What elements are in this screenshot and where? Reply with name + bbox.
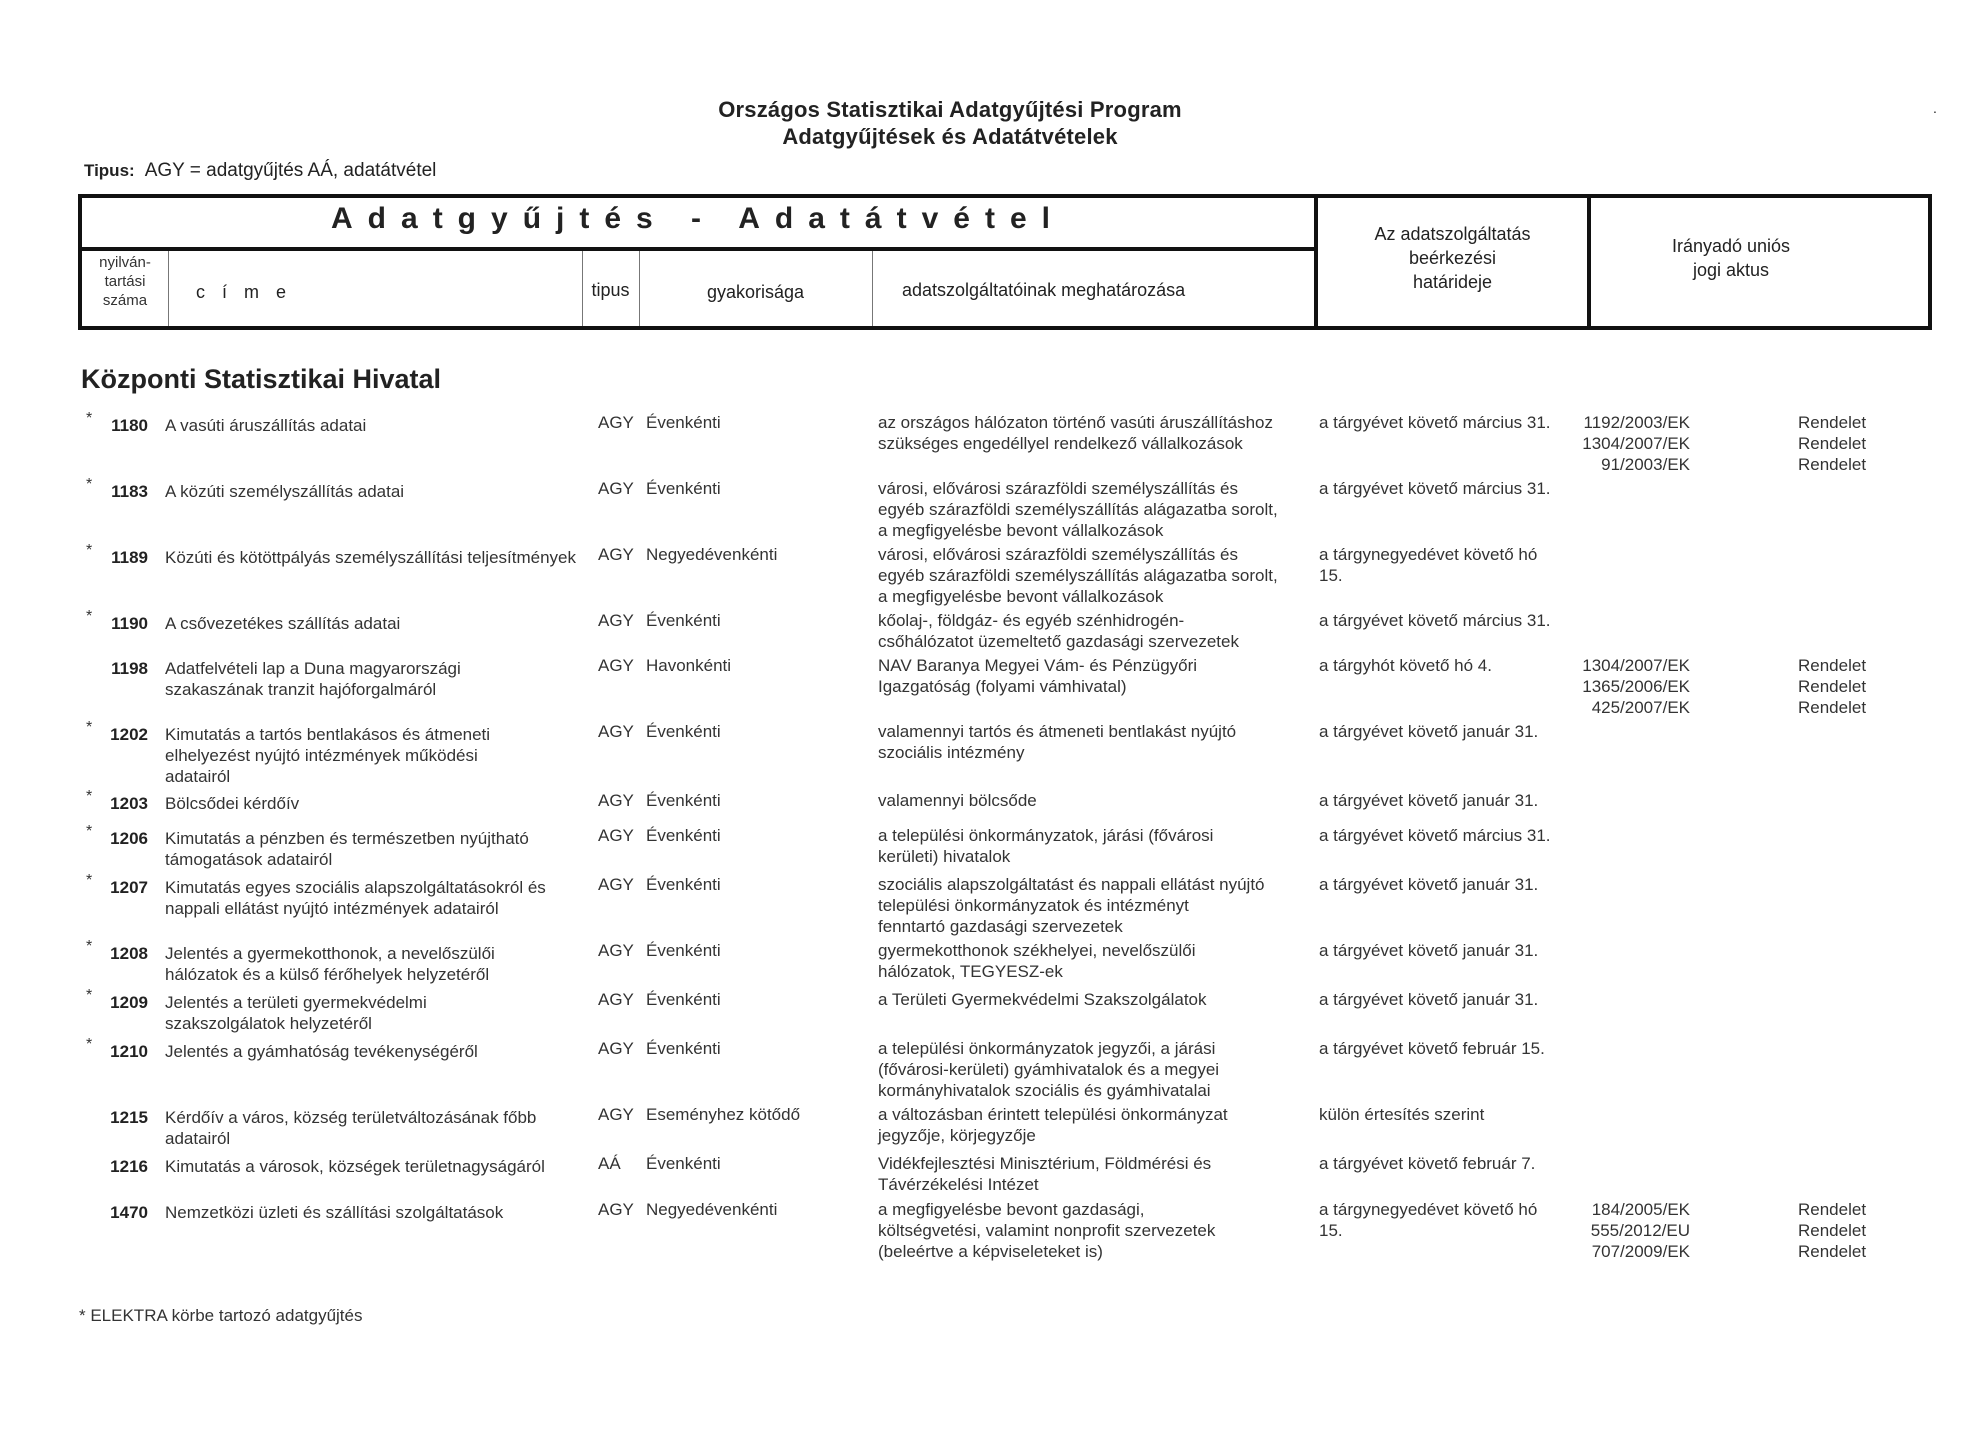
survey-title-line: A vasúti áruszállítás adatai	[165, 416, 367, 435]
survey-title	[165, 658, 585, 700]
header-col-number-line: nyilván-	[99, 254, 151, 271]
data-providers	[878, 1153, 1318, 1195]
survey-title	[165, 613, 585, 634]
submission-deadline	[1319, 989, 1574, 1010]
survey-type: AGY	[598, 656, 634, 675]
header-col-deadline-line: beérkezési	[1408, 248, 1497, 268]
survey-type: AGY	[598, 791, 634, 810]
registration-number: 1215	[110, 1108, 148, 1127]
data-providers-line: Igazgatóság (folyami vámhivatal)	[878, 677, 1127, 696]
type-legend	[84, 160, 436, 182]
submission-deadline	[1319, 874, 1574, 895]
table-row	[0, 1104, 1962, 1148]
survey-type: AGY	[598, 413, 634, 432]
submission-deadline-line: a tárgyévet követő február 15.	[1319, 1039, 1545, 1058]
data-providers-line: a települési önkormányzatok, járási (fővárosi	[878, 826, 1214, 845]
data-providers-line: jegyzője, körjegyzője	[878, 1126, 1036, 1145]
registration-number: 1208	[110, 944, 148, 963]
registration-number: 1190	[111, 614, 148, 633]
submission-deadline	[1319, 412, 1574, 433]
survey-type: AÁ	[598, 1154, 621, 1173]
data-providers-line: városi, elővárosi szárazföldi személyszállítás és	[878, 545, 1238, 564]
table-row	[0, 788, 1962, 813]
eu-legal-act: 1192/2003/EK	[1583, 413, 1690, 432]
survey-title	[165, 1041, 585, 1062]
survey-title	[165, 547, 585, 568]
survey-title	[165, 1202, 585, 1223]
table-row	[0, 1199, 1962, 1261]
eu-legal-act: 1304/2007/EK	[1582, 656, 1690, 675]
table-row	[0, 410, 1962, 474]
registration-number: 1180	[111, 416, 148, 435]
submission-deadline-line: külön értesítés szerint	[1319, 1105, 1485, 1124]
survey-frequency: Évenkénti	[646, 1039, 721, 1058]
submission-deadline-line: a tárgyhót követő hó 4.	[1319, 656, 1492, 675]
eu-legal-act-types	[1798, 655, 1866, 718]
eu-legal-act: 707/2009/EK	[1591, 1242, 1690, 1261]
eu-legal-act-type: Rendelet	[1798, 1221, 1867, 1240]
survey-frequency: Évenkénti	[646, 1154, 721, 1173]
submission-deadline-line: a tárgyévet követő március 31.	[1319, 479, 1551, 498]
survey-type: AGY	[598, 479, 634, 498]
table-row	[0, 542, 1962, 606]
eu-legal-act-type: Rendelet	[1798, 434, 1867, 453]
eu-legal-act: 555/2012/EU	[1590, 1221, 1690, 1240]
data-providers	[878, 1038, 1318, 1101]
survey-frequency: Évenkénti	[646, 826, 721, 845]
table-row	[0, 823, 1962, 869]
elektra-marker: *	[86, 987, 93, 1004]
data-providers-line: fenntartó gazdasági szervezetek	[878, 917, 1123, 936]
registration-number: 1203	[110, 794, 148, 813]
data-providers-line: gyermekotthonok székhelyei, nevelőszülői	[878, 941, 1196, 960]
survey-title-line: nappali ellátást nyújtó intézmények adatairól	[165, 899, 499, 918]
elektra-marker: *	[86, 410, 93, 427]
survey-type: AGY	[598, 826, 634, 845]
data-providers	[878, 989, 1318, 1010]
data-providers	[878, 1104, 1318, 1146]
submission-deadline-line: a tárgyévet követő január 31.	[1319, 990, 1539, 1009]
eu-legal-acts	[1570, 655, 1690, 718]
data-providers-line: a változásban érintett települési önkormányzat	[878, 1105, 1228, 1124]
elektra-marker: *	[86, 542, 93, 559]
table-row	[0, 1036, 1962, 1100]
registration-number: 1206	[110, 829, 148, 848]
header-col-deadline-line: határideje	[1412, 272, 1493, 292]
submission-deadline	[1319, 655, 1574, 676]
submission-deadline-line: a tárgyévet követő január 31.	[1319, 722, 1539, 741]
header-col-frequency: gyakorisága	[706, 282, 805, 302]
survey-type: AGY	[598, 875, 634, 894]
survey-title-line: támogatások adatairól	[165, 850, 333, 869]
survey-type: AGY	[598, 545, 634, 564]
data-providers-line: (beleértve a képviseleteket is)	[878, 1242, 1103, 1261]
header-divider	[872, 251, 873, 326]
data-providers-line: kerületi) hivatalok	[878, 847, 1011, 866]
survey-frequency: Évenkénti	[646, 990, 721, 1009]
data-providers	[878, 478, 1318, 541]
survey-title	[165, 1156, 585, 1177]
header-divider	[82, 247, 1314, 251]
survey-title-line: Jelentés a gyámhatóság tevékenységéről	[165, 1042, 478, 1061]
elektra-marker: *	[86, 872, 93, 889]
submission-deadline	[1319, 825, 1574, 846]
submission-deadline-line: a tárgyévet követő január 31.	[1319, 875, 1539, 894]
survey-title-line: Kimutatás a pénzben és természetben nyújtható	[165, 829, 529, 848]
registration-number: 1202	[110, 725, 148, 744]
table-row	[0, 608, 1962, 651]
survey-frequency: Évenkénti	[646, 941, 721, 960]
submission-deadline	[1319, 1104, 1574, 1125]
data-providers-line: Távérzékelési Intézet	[878, 1175, 1039, 1194]
survey-title-line: adatairól	[165, 1129, 231, 1148]
table-row	[0, 655, 1962, 717]
survey-type: AGY	[598, 990, 634, 1009]
header-col-law-line: Irányadó uniós	[1671, 236, 1791, 256]
data-providers	[878, 412, 1318, 454]
data-providers-line: (fővárosi-kerületi) gyámhivatalok és a megyei	[878, 1060, 1220, 1079]
registration-number: 1207	[110, 878, 148, 897]
submission-deadline	[1319, 544, 1574, 586]
eu-legal-act-type: Rendelet	[1798, 1242, 1867, 1261]
survey-title-line: adatairól	[165, 767, 231, 786]
eu-legal-act-type: Rendelet	[1798, 656, 1867, 675]
eu-legal-act: 91/2003/EK	[1601, 455, 1690, 474]
header-divider	[168, 251, 169, 326]
header-col-number-line: tartási	[104, 273, 146, 290]
submission-deadline	[1319, 1199, 1574, 1241]
survey-title	[165, 877, 585, 919]
data-providers-line: Vidékfejlesztési Minisztérium, Földmérési és	[878, 1154, 1212, 1173]
data-providers-line: a megfigyelésbe bevont vállalkozások	[878, 521, 1164, 540]
submission-deadline-line: a tárgyévet követő március 31.	[1319, 611, 1551, 630]
table-row	[0, 938, 1962, 984]
header-col-number	[82, 253, 168, 310]
survey-title-line: Közúti és kötöttpályás személyszállítási teljesítmények	[165, 548, 577, 567]
survey-title	[165, 828, 585, 870]
submission-deadline-line: a tárgyévet követő február 7.	[1319, 1154, 1536, 1173]
submission-deadline-line: a tárgynegyedévet követő hó	[1319, 545, 1538, 564]
survey-title-line: Kimutatás egyes szociális alapszolgáltatásokról és	[165, 878, 546, 897]
data-providers	[878, 790, 1318, 811]
data-providers-line: hálózatok, TEGYESZ-ek	[878, 962, 1063, 981]
elektra-marker: *	[86, 1036, 93, 1053]
header-col-type: tipus	[591, 280, 630, 300]
data-providers	[878, 544, 1318, 607]
survey-type: AGY	[598, 1105, 634, 1124]
elektra-marker: *	[86, 608, 93, 625]
survey-frequency: Eseményhez kötődő	[646, 1105, 801, 1124]
type-legend-label: Tipus:	[84, 161, 135, 180]
submission-deadline-line: 15.	[1319, 1221, 1343, 1240]
survey-type: AGY	[598, 611, 634, 630]
survey-frequency: Évenkénti	[646, 479, 721, 498]
data-providers	[878, 610, 1318, 652]
elektra-marker: *	[86, 719, 93, 736]
registration-number: 1210	[110, 1042, 148, 1061]
title-line-1: Országos Statisztikai Adatgyűjtési Program	[718, 97, 1182, 122]
eu-legal-act: 1365/2006/EK	[1582, 677, 1690, 696]
eu-legal-act-types	[1798, 1199, 1866, 1262]
survey-title	[165, 992, 585, 1034]
submission-deadline	[1319, 478, 1574, 499]
survey-title-line: elhelyezést nyújtó intézmények működési	[165, 746, 478, 765]
submission-deadline	[1319, 940, 1574, 961]
header-col-deadline	[1318, 222, 1587, 294]
data-providers-line: a megfigyelésbe bevont vállalkozások	[878, 587, 1164, 606]
footnote: * ELEKTRA körbe tartozó adatgyűjtés	[79, 1306, 363, 1325]
survey-frequency: Negyedévenkénti	[646, 1200, 778, 1219]
eu-legal-act-type: Rendelet	[1798, 677, 1867, 696]
data-providers-line: költségvetési, valamint nonprofit szervezetek	[878, 1221, 1216, 1240]
submission-deadline-line: a tárgyévet követő január 31.	[1319, 791, 1539, 810]
eu-legal-act-type: Rendelet	[1798, 1200, 1867, 1219]
table-row	[0, 719, 1962, 786]
registration-number: 1189	[111, 548, 148, 567]
data-providers-line: az országos hálózaton történő vasúti áruszállításhoz	[878, 413, 1274, 432]
survey-title	[165, 724, 585, 787]
elektra-marker: *	[86, 788, 93, 805]
data-providers-line: városi, elővárosi szárazföldi személyszállítás és	[878, 479, 1238, 498]
elektra-marker: *	[86, 938, 93, 955]
submission-deadline	[1319, 1038, 1574, 1059]
data-providers	[878, 825, 1318, 867]
survey-title-line: Kérdőív a város, község területváltozásának főbb	[165, 1108, 537, 1127]
type-legend-text: AGY = adatgyűjtés AÁ, adatátvétel	[144, 160, 437, 181]
data-providers-line: valamennyi tartós és átmeneti bentlakást nyújtó	[878, 722, 1237, 741]
registration-number: 1198	[111, 659, 148, 678]
survey-frequency: Évenkénti	[646, 722, 721, 741]
data-providers-line: települési önkormányzatok és intézményt	[878, 896, 1189, 915]
document-title	[0, 96, 1900, 150]
survey-title	[165, 793, 585, 814]
header-main-title: Adatgyűjtés - Adatátvétel	[331, 202, 1065, 235]
survey-title-line: Kimutatás a tartós bentlakásos és átmeneti	[165, 725, 491, 744]
registration-number: 1183	[111, 482, 148, 501]
elektra-marker: *	[86, 476, 93, 493]
eu-legal-act-type: Rendelet	[1798, 455, 1867, 474]
data-providers-line: szociális intézmény	[878, 743, 1025, 762]
submission-deadline-line: a tárgyévet követő március 31.	[1319, 826, 1551, 845]
eu-legal-act: 425/2007/EK	[1591, 698, 1690, 717]
header-col-deadline-line: Az adatszolgáltatás	[1374, 224, 1531, 244]
survey-title-line: Adatfelvételi lap a Duna magyarországi	[165, 659, 461, 678]
stray-dot: .	[1933, 100, 1937, 116]
survey-title-line: A közúti személyszállítás adatai	[165, 482, 405, 501]
survey-frequency: Negyedévenkénti	[646, 545, 778, 564]
data-providers-line: csőhálózatot üzemeltető gazdasági szervezetek	[878, 632, 1239, 651]
data-providers-line: a megfigyelésbe bevont gazdasági,	[878, 1200, 1145, 1219]
survey-title-line: Nemzetközi üzleti és szállítási szolgáltatások	[165, 1203, 504, 1222]
data-providers	[878, 721, 1318, 763]
registration-number: 1216	[110, 1157, 148, 1176]
survey-type: AGY	[598, 1039, 634, 1058]
survey-title	[165, 943, 585, 985]
survey-title-line: szakaszának tranzit hajóforgalmáról	[165, 680, 437, 699]
submission-deadline-line: a tárgyévet követő március 31.	[1319, 413, 1551, 432]
data-providers	[878, 874, 1318, 937]
eu-legal-act-types	[1798, 412, 1866, 475]
eu-legal-act-type: Rendelet	[1798, 698, 1867, 717]
header-col-law	[1591, 234, 1871, 282]
header-col-providers: adatszolgáltatóinak meghatározása	[902, 280, 1186, 300]
survey-title-line: Kimutatás a városok, községek területnagyságáról	[165, 1157, 545, 1176]
eu-legal-acts	[1570, 412, 1690, 475]
survey-title-line: Bölcsődei kérdőív	[165, 794, 300, 813]
survey-title	[165, 481, 585, 502]
data-providers-line: valamennyi bölcsőde	[878, 791, 1037, 810]
header-col-title: c í m e	[196, 282, 293, 302]
data-providers-line: egyéb szárazföldi személyszállítás alágazatba sorolt,	[878, 566, 1278, 585]
survey-frequency: Évenkénti	[646, 791, 721, 810]
survey-title	[165, 1107, 585, 1149]
submission-deadline	[1319, 721, 1574, 742]
header-col-number-line: száma	[102, 292, 148, 309]
survey-frequency: Évenkénti	[646, 875, 721, 894]
survey-title-line: szakszolgálatok helyzetéről	[165, 1014, 372, 1033]
eu-legal-act: 184/2005/EK	[1591, 1200, 1690, 1219]
title-line-2: Adatgyűjtések és Adatátvételek	[782, 124, 1118, 149]
data-providers-line: a települési önkormányzatok jegyzői, a járási	[878, 1039, 1216, 1058]
survey-type: AGY	[598, 1200, 634, 1219]
data-providers	[878, 1199, 1318, 1262]
submission-deadline-line: a tárgynegyedévet követő hó	[1319, 1200, 1538, 1219]
survey-frequency: Évenkénti	[646, 413, 721, 432]
survey-frequency: Évenkénti	[646, 611, 721, 630]
eu-legal-act: 1304/2007/EK	[1582, 434, 1690, 453]
data-providers-line: kőolaj-, földgáz- és egyéb szénhidrogén-	[878, 611, 1185, 630]
registration-number: 1470	[110, 1203, 148, 1222]
survey-title-line: Jelentés a területi gyermekvédelmi	[165, 993, 427, 1012]
table-row	[0, 872, 1962, 936]
submission-deadline	[1319, 610, 1574, 631]
survey-title-line: A csővezetékes szállítás adatai	[165, 614, 401, 633]
table-header	[78, 194, 1932, 330]
survey-title-line: hálózatok és a külső férőhelyek helyzetéről	[165, 965, 490, 984]
survey-title	[165, 415, 585, 436]
data-providers-line: a Területi Gyermekvédelmi Szakszolgálatok	[878, 990, 1207, 1009]
submission-deadline	[1319, 790, 1574, 811]
data-providers-line: szociális alapszolgáltatást és nappali ellátást nyújtó	[878, 875, 1265, 894]
table-row	[0, 476, 1962, 540]
survey-title-line: Jelentés a gyermekotthonok, a nevelőszülői	[165, 944, 495, 963]
survey-frequency: Havonkénti	[646, 656, 732, 675]
eu-legal-acts	[1570, 1199, 1690, 1262]
data-providers-line: szükséges engedéllyel rendelkező vállalkozások	[878, 434, 1243, 453]
survey-type: AGY	[598, 722, 634, 741]
agency-heading: Központi Statisztikai Hivatal	[81, 364, 442, 394]
registration-number: 1209	[110, 993, 148, 1012]
data-providers-line: NAV Baranya Megyei Vám- és Pénzügyőri	[878, 656, 1198, 675]
data-providers-line: egyéb szárazföldi személyszállítás alágazatba sorolt,	[878, 500, 1278, 519]
table-row	[0, 987, 1962, 1033]
survey-type: AGY	[598, 941, 634, 960]
header-col-law-line: jogi aktus	[1692, 260, 1770, 280]
eu-legal-act-type: Rendelet	[1798, 413, 1867, 432]
table-row	[0, 1153, 1962, 1194]
data-providers-line: kormányhivatalok szociális és gyámhivatalai	[878, 1081, 1211, 1100]
data-providers	[878, 655, 1318, 697]
elektra-marker: *	[86, 823, 93, 840]
submission-deadline-line: 15.	[1319, 566, 1343, 585]
submission-deadline	[1319, 1153, 1574, 1174]
data-providers	[878, 940, 1318, 982]
submission-deadline-line: a tárgyévet követő január 31.	[1319, 941, 1539, 960]
